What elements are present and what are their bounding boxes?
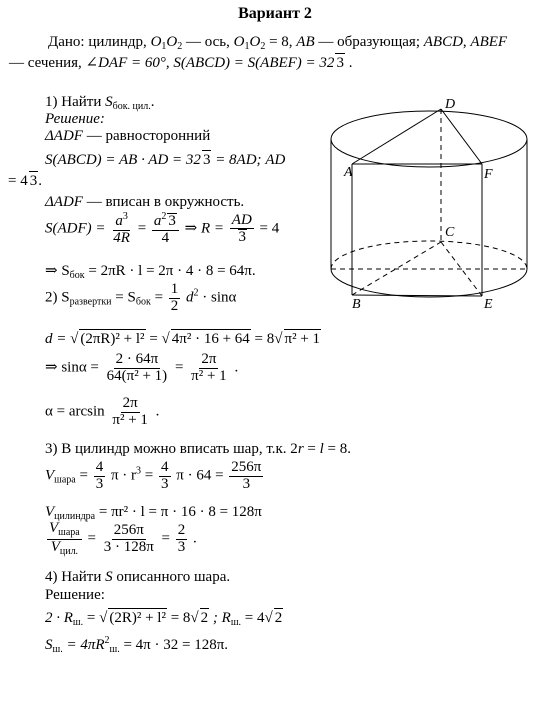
eq-text: · sinα <box>202 289 237 306</box>
denominator: π² + 1 <box>191 367 227 384</box>
a-letter: a <box>153 213 162 229</box>
v-letter: V <box>49 520 59 536</box>
denominator: 3 · 128π <box>103 538 154 555</box>
sub: ш. <box>109 644 120 655</box>
num-text: AD <box>231 211 252 228</box>
sqrt-expr: π² + 1 <box>284 331 321 347</box>
step2-alpha <box>45 396 159 429</box>
sub: 2 <box>260 41 266 52</box>
sub: 2 <box>177 41 183 52</box>
sub: 1 <box>161 41 167 52</box>
triangle-adf: ΔADF <box>45 128 83 144</box>
step1-tri <box>45 127 210 145</box>
numerator <box>113 212 130 231</box>
eq-text: α = arcsin <box>45 403 105 420</box>
eq-text: = 4 <box>8 173 28 189</box>
a-letter: a <box>115 213 123 229</box>
sub: 1 <box>244 41 250 52</box>
section-abef: ABEF <box>470 34 508 50</box>
area-equality: S(ABCD) = S(ABEF) = 32 <box>173 55 335 71</box>
dot: . <box>155 403 160 420</box>
bottom-ellipse-back <box>331 241 527 269</box>
segment-df <box>441 109 482 164</box>
label-b: B <box>352 297 361 312</box>
step2-d: d = √ (2πR)² + l² = √ 4π² · 16 + 64 = 8√ π² + 1 <box>45 331 321 347</box>
eq-text: AD <box>265 152 286 168</box>
eq-text: π · 64 = <box>176 467 224 484</box>
step4-line2 <box>45 632 228 659</box>
sup: 2 <box>161 211 167 222</box>
solution-label: Решение: <box>45 111 105 127</box>
step3-vsh <box>45 460 265 493</box>
fraction <box>152 212 179 247</box>
step4-line1: $2 \cdot R_{ш.}$ = √ (2R)² + l² = 8√ 2 ; $R_{ш.} = 4√$ 2 <box>45 610 283 628</box>
eq-text: = 8 <box>170 610 191 626</box>
section-abcd: ABCD <box>423 34 463 50</box>
numerator: 4 <box>161 459 169 475</box>
eq-sign: = <box>307 441 316 457</box>
r-letter: r <box>297 441 304 457</box>
step1-eq1 <box>45 150 285 169</box>
sub: бок. цил. <box>112 101 151 112</box>
sqrt-expr: 2 <box>274 610 283 626</box>
numerator: 2 <box>177 521 186 538</box>
sqrt-expr: (2πR)² + l² <box>80 331 145 347</box>
sqrt-three: 3 <box>168 213 176 229</box>
o-letter: O <box>233 34 245 50</box>
den-text: 4R <box>113 229 130 246</box>
sup: 3 <box>136 465 142 477</box>
denominator: 4 <box>161 229 170 246</box>
sub: ш. <box>230 617 242 628</box>
step1-tri2 <box>45 193 244 211</box>
sup: 2 <box>193 287 199 299</box>
eq-text: = 4π · 32 = 128π. <box>123 637 229 653</box>
eq-text: ⇒ sinα = <box>45 359 99 376</box>
step-text: 2) S <box>45 289 70 306</box>
denominator: π² + 1 <box>112 411 148 428</box>
numerator <box>230 213 254 230</box>
given-text: = 8, <box>269 34 293 50</box>
numerator: 2 · 64π <box>115 351 159 367</box>
step-text: описанного шара. <box>116 569 231 585</box>
o-letter: O <box>166 34 178 50</box>
cylinder-figure <box>322 92 537 314</box>
numerator: 256π <box>231 459 262 475</box>
solution-label: Решение: <box>45 587 105 603</box>
angle-daf: ∠DAF = 60°, <box>85 55 170 71</box>
eq-sign: = <box>174 359 184 376</box>
step2-sin <box>45 352 238 385</box>
eq-sign: = <box>161 530 171 547</box>
step3-head <box>45 440 351 458</box>
denominator: 3 <box>242 475 251 492</box>
eq-sign: = <box>144 467 154 484</box>
sub: цилиндра <box>54 511 96 522</box>
eq-sign: = <box>137 220 147 237</box>
bottom-ellipse-front <box>331 269 527 297</box>
numerator: 4 <box>95 459 104 475</box>
v-letter: V <box>45 467 55 484</box>
o-letter: O <box>249 34 261 50</box>
fraction <box>94 460 106 493</box>
d-letter: d <box>186 289 194 306</box>
step-text: 1) Найти <box>45 94 102 110</box>
eq-text: = S <box>115 289 136 306</box>
step-text: — вписан в окружность. <box>86 194 245 210</box>
numerator: 256π <box>113 521 144 538</box>
label-d: D <box>445 97 456 112</box>
sqrt-three: 3 <box>336 55 344 71</box>
dot: . <box>234 359 239 376</box>
eq-sign: = <box>154 289 164 306</box>
sqrt-three: 3 <box>202 152 211 168</box>
eq-sign: = <box>149 331 158 347</box>
sub: ш. <box>72 617 84 628</box>
fraction <box>105 352 170 385</box>
v-letter: V <box>45 504 55 520</box>
page-title: Вариант 2 <box>238 5 312 22</box>
sqrt-expr: 4π² · 16 + 64 <box>171 331 250 347</box>
step3-ratio <box>45 521 197 557</box>
eq-text: R = <box>201 220 225 237</box>
given-text: — сечения, <box>9 55 82 71</box>
sup: 2 <box>104 635 110 646</box>
eq-text: = πr² · l = π · 16 · 8 = 128π <box>98 504 262 520</box>
eq-text: = 8 <box>254 331 275 347</box>
fraction <box>230 213 254 247</box>
sub: цил. <box>59 545 79 557</box>
denominator: 3 <box>161 475 169 492</box>
sqrt-expr: (2R)² + l² <box>109 610 166 626</box>
given-line-2 <box>9 53 352 72</box>
v-letter: V <box>50 538 60 555</box>
eq-text: S(ABCD) = AB · AD = 32 <box>45 152 201 168</box>
fraction <box>176 523 188 556</box>
triangle-adf: ΔADF <box>45 194 83 210</box>
given-text: — ось, <box>186 34 230 50</box>
label-c: C <box>445 225 455 240</box>
sqrt-expr: 2 <box>200 610 209 626</box>
s-letter: S <box>105 569 113 585</box>
step-text: = 8. <box>327 441 352 457</box>
step1-eq2 <box>8 171 42 190</box>
sup: 3 <box>122 211 128 222</box>
eq-text: S(ADF) = <box>45 220 106 237</box>
sub: шара <box>58 527 80 538</box>
sub: ш. <box>52 644 63 655</box>
denominator <box>111 231 132 247</box>
s-letter: S <box>105 94 113 110</box>
numerator <box>47 521 82 540</box>
eq-text: = 8AD; <box>215 152 262 168</box>
fraction <box>159 460 171 493</box>
denominator <box>49 540 80 558</box>
label-e: E <box>484 297 493 312</box>
given-line-1: Дано: цилиндр, $O_1O_2$ — ось, $O_1O_2 = 8$, AB — образующая; ABCD, ABEF <box>48 34 508 52</box>
label-a: A <box>344 165 353 180</box>
step1-resh <box>45 110 105 128</box>
sub: развертки <box>69 296 112 308</box>
step4-head <box>45 568 230 586</box>
sqrt-three: 3 <box>238 229 247 246</box>
sub: бок <box>135 296 151 308</box>
l-letter: l <box>319 441 324 457</box>
eq-text: = 2πR · l = 2π · 4 · 8 = 64π. <box>88 263 256 279</box>
eq-text: = 4 <box>244 610 265 626</box>
denominator: 64(π² + 1) <box>106 367 168 384</box>
eq-text: π · r <box>110 467 137 484</box>
step2-head <box>45 282 236 315</box>
sub: шара <box>54 474 76 486</box>
eq-sign: = <box>86 610 96 626</box>
eq-text: ; R <box>212 610 231 626</box>
step4-resh <box>45 586 105 604</box>
implies-arrow: ⇒ <box>184 220 198 237</box>
denominator: 2 <box>170 297 179 314</box>
fraction <box>169 282 181 315</box>
given-text: — образующая; <box>318 34 420 50</box>
denominator <box>235 229 250 246</box>
eq-text: d = <box>45 331 67 347</box>
eq-text: ⇒ S <box>45 263 70 279</box>
label-f: F <box>484 167 493 182</box>
denominator: 3 <box>177 538 186 555</box>
s-letter: S <box>45 637 53 653</box>
given-text: Дано: цилиндр, <box>48 34 147 50</box>
fraction <box>110 396 150 429</box>
step1-area <box>45 212 279 247</box>
numerator: 2π <box>201 351 217 367</box>
eq-text: = 4 <box>259 220 280 237</box>
step-text: 4) Найти <box>45 569 102 585</box>
numerator: 1 <box>170 281 179 297</box>
dot: . <box>38 173 42 189</box>
o-letter: O <box>150 34 162 50</box>
fraction <box>47 521 82 557</box>
fraction <box>102 523 156 556</box>
dot: . <box>348 55 353 71</box>
eq-text: 2 · R <box>45 610 73 626</box>
sub: бок <box>69 270 85 281</box>
fraction <box>189 352 229 385</box>
eq-sign: = <box>79 467 88 484</box>
fraction <box>229 460 263 493</box>
step-text: 3) В цилиндр можно вписать шар, т.к. 2 <box>45 441 298 457</box>
sqrt-three: 3 <box>29 173 38 189</box>
numerator: 2π <box>122 395 138 411</box>
fraction <box>111 212 132 247</box>
numerator <box>152 212 179 231</box>
segment-ab: AB <box>296 34 315 50</box>
denominator: 3 <box>95 475 104 492</box>
step-text: — равносторонний <box>86 128 211 144</box>
eq-sign: = <box>87 530 96 547</box>
eq-text: = 4πR <box>66 637 105 653</box>
dot: . <box>150 94 155 110</box>
dot: . <box>193 530 197 547</box>
